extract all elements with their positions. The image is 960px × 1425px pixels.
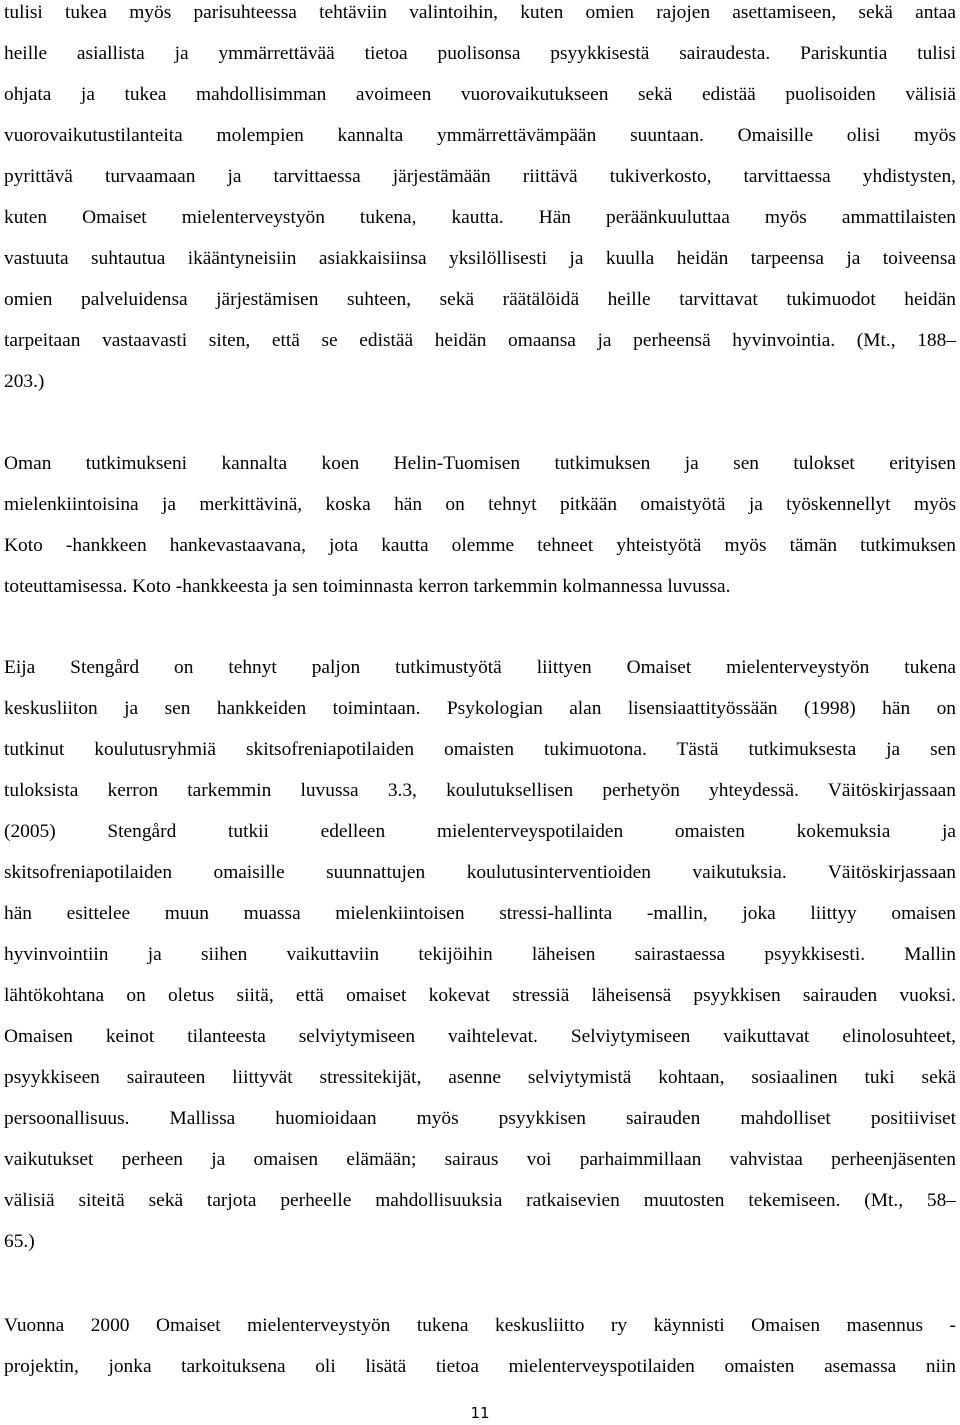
text-line: keskusliiton ja sen hankkeiden toimintaan. Psykologian alan lisensiaattityössään (1998) hän on <box>4 698 956 719</box>
text-line: pyrittävä turvaamaan ja tarvittaessa järjestämään riittävä tukiverkosto, tarvittaessa yhdistysten, <box>4 166 956 187</box>
text-line: persoonallisuus. Mallissa huomioidaan myös psyykkisen sairauden mahdolliset positiiviset <box>4 1108 956 1129</box>
text-line: vuorovaikutustilanteita molempien kannalta ymmärrettävämpään suuntaan. Omaisille olisi myös <box>4 125 956 146</box>
text-line: mielenkiintoisina ja merkittävinä, koska hän on tehnyt pitkään omaistyötä ja työskennellyt myös <box>4 494 956 515</box>
text-line: välisiä siteitä sekä tarjota perheelle mahdollisuuksia ratkaisevien muutosten tekemiseen. (Mt., 58– <box>4 1190 956 1211</box>
text-line: Eija Stengård on tehnyt paljon tutkimustyötä liittyen Omaiset mielenterveystyön tukena <box>4 657 956 678</box>
paragraph-4 <box>4 1305 956 1387</box>
text-line: tuloksista kerron tarkemmin luvussa 3.3, koulutuksellisen perhetyön yhteydessä. Väitöskirjassaan <box>4 780 956 801</box>
text-line: (2005) Stengård tutkii edelleen mielenterveyspotilaiden omaisten kokemuksia ja <box>4 821 956 842</box>
text-line: skitsofreniapotilaiden omaisille suunnattujen koulutusinterventioiden vaikutuksia. Väitöskirjassaan <box>4 862 956 883</box>
paragraph-3 <box>4 647 956 1262</box>
text-line: psyykkiseen sairauteen liittyvät stressitekijät, asenne selviytymistä kohtaan, sosiaalinen tuki sekä <box>4 1067 956 1088</box>
paragraph-2 <box>4 443 956 607</box>
text-line: 203.) <box>4 371 45 392</box>
text-line: heille asiallista ja ymmärrettävää tietoa puolisonsa psyykkisestä sairaudesta. Pariskuntia tulisi <box>4 43 956 64</box>
text-line: projektin, jonka tarkoituksena oli lisätä tietoa mielenterveyspotilaiden omaisten asemassa niin <box>4 1356 956 1377</box>
text-line: tulisi tukea myös parisuhteessa tehtäviin valintoihin, kuten omien rajojen asettamiseen, sekä antaa <box>4 2 956 23</box>
text-line: hyvinvointiin ja siihen vaikuttaviin tekijöihin läheisen sairastaessa psyykkisesti. Mallin <box>4 944 956 965</box>
text-line: Koto -hankkeen hankevastaavana, jota kautta olemme tehneet yhteistyötä myös tämän tutkimuksen <box>4 535 956 556</box>
text-line: tutkinut koulutusryhmiä skitsofreniapotilaiden omaisten tukimuotona. Tästä tutkimuksesta ja sen <box>4 739 956 760</box>
text-line: vaikutukset perheen ja omaisen elämään; sairaus voi parhaimmillaan vahvistaa perheenjäsenten <box>4 1149 956 1170</box>
text-line: Omaisen keinot tilanteesta selviytymiseen vaihtelevat. Selviytymiseen vaikuttavat elinolosuhteet, <box>4 1026 956 1047</box>
text-line: kuten Omaiset mielenterveystyön tukena, kautta. Hän peräänkuuluttaa myös ammattilaisten <box>4 207 956 228</box>
text-line: omien palveluidensa järjestämisen suhteen, sekä räätälöidä heille tarvittavat tukimuodot heidän <box>4 289 956 310</box>
text-line: Oman tutkimukseni kannalta koen Helin-Tuomisen tutkimuksen ja sen tulokset erityisen <box>4 453 956 474</box>
paragraph-1 <box>4 0 956 402</box>
text-line: lähtökohtana on oletus siitä, että omaiset kokevat stressiä läheisensä psyykkisen sairauden vuoksi. <box>4 985 956 1006</box>
text-line: 65.) <box>4 1231 35 1252</box>
text-line: tarpeitaan vastaavasti siten, että se edistää heidän omaansa ja perheensä hyvinvointia. (Mt., 188– <box>4 330 956 351</box>
text-line: hän esittelee muun muassa mielenkiintoisen stressi-hallinta -mallin, joka liittyy omaisen <box>4 903 956 924</box>
text-line: ohjata ja tukea mahdollisimman avoimeen vuorovaikutukseen sekä edistää puolisoiden välisiä <box>4 84 956 105</box>
text-line: Vuonna 2000 Omaiset mielenterveystyön tukena keskusliitto ry käynnisti Omaisen masennus - <box>4 1315 956 1336</box>
text-line: toteuttamisessa. Koto -hankkeesta ja sen toiminnasta kerron tarkemmin kolmannessa luvussa. <box>4 576 731 597</box>
page-number: 11 <box>470 1404 490 1422</box>
text-line: vastuuta suhtautua ikääntyneisiin asiakkaisiinsa yksilöllisesti ja kuulla heidän tarpeensa ja toiveensa <box>4 248 956 269</box>
